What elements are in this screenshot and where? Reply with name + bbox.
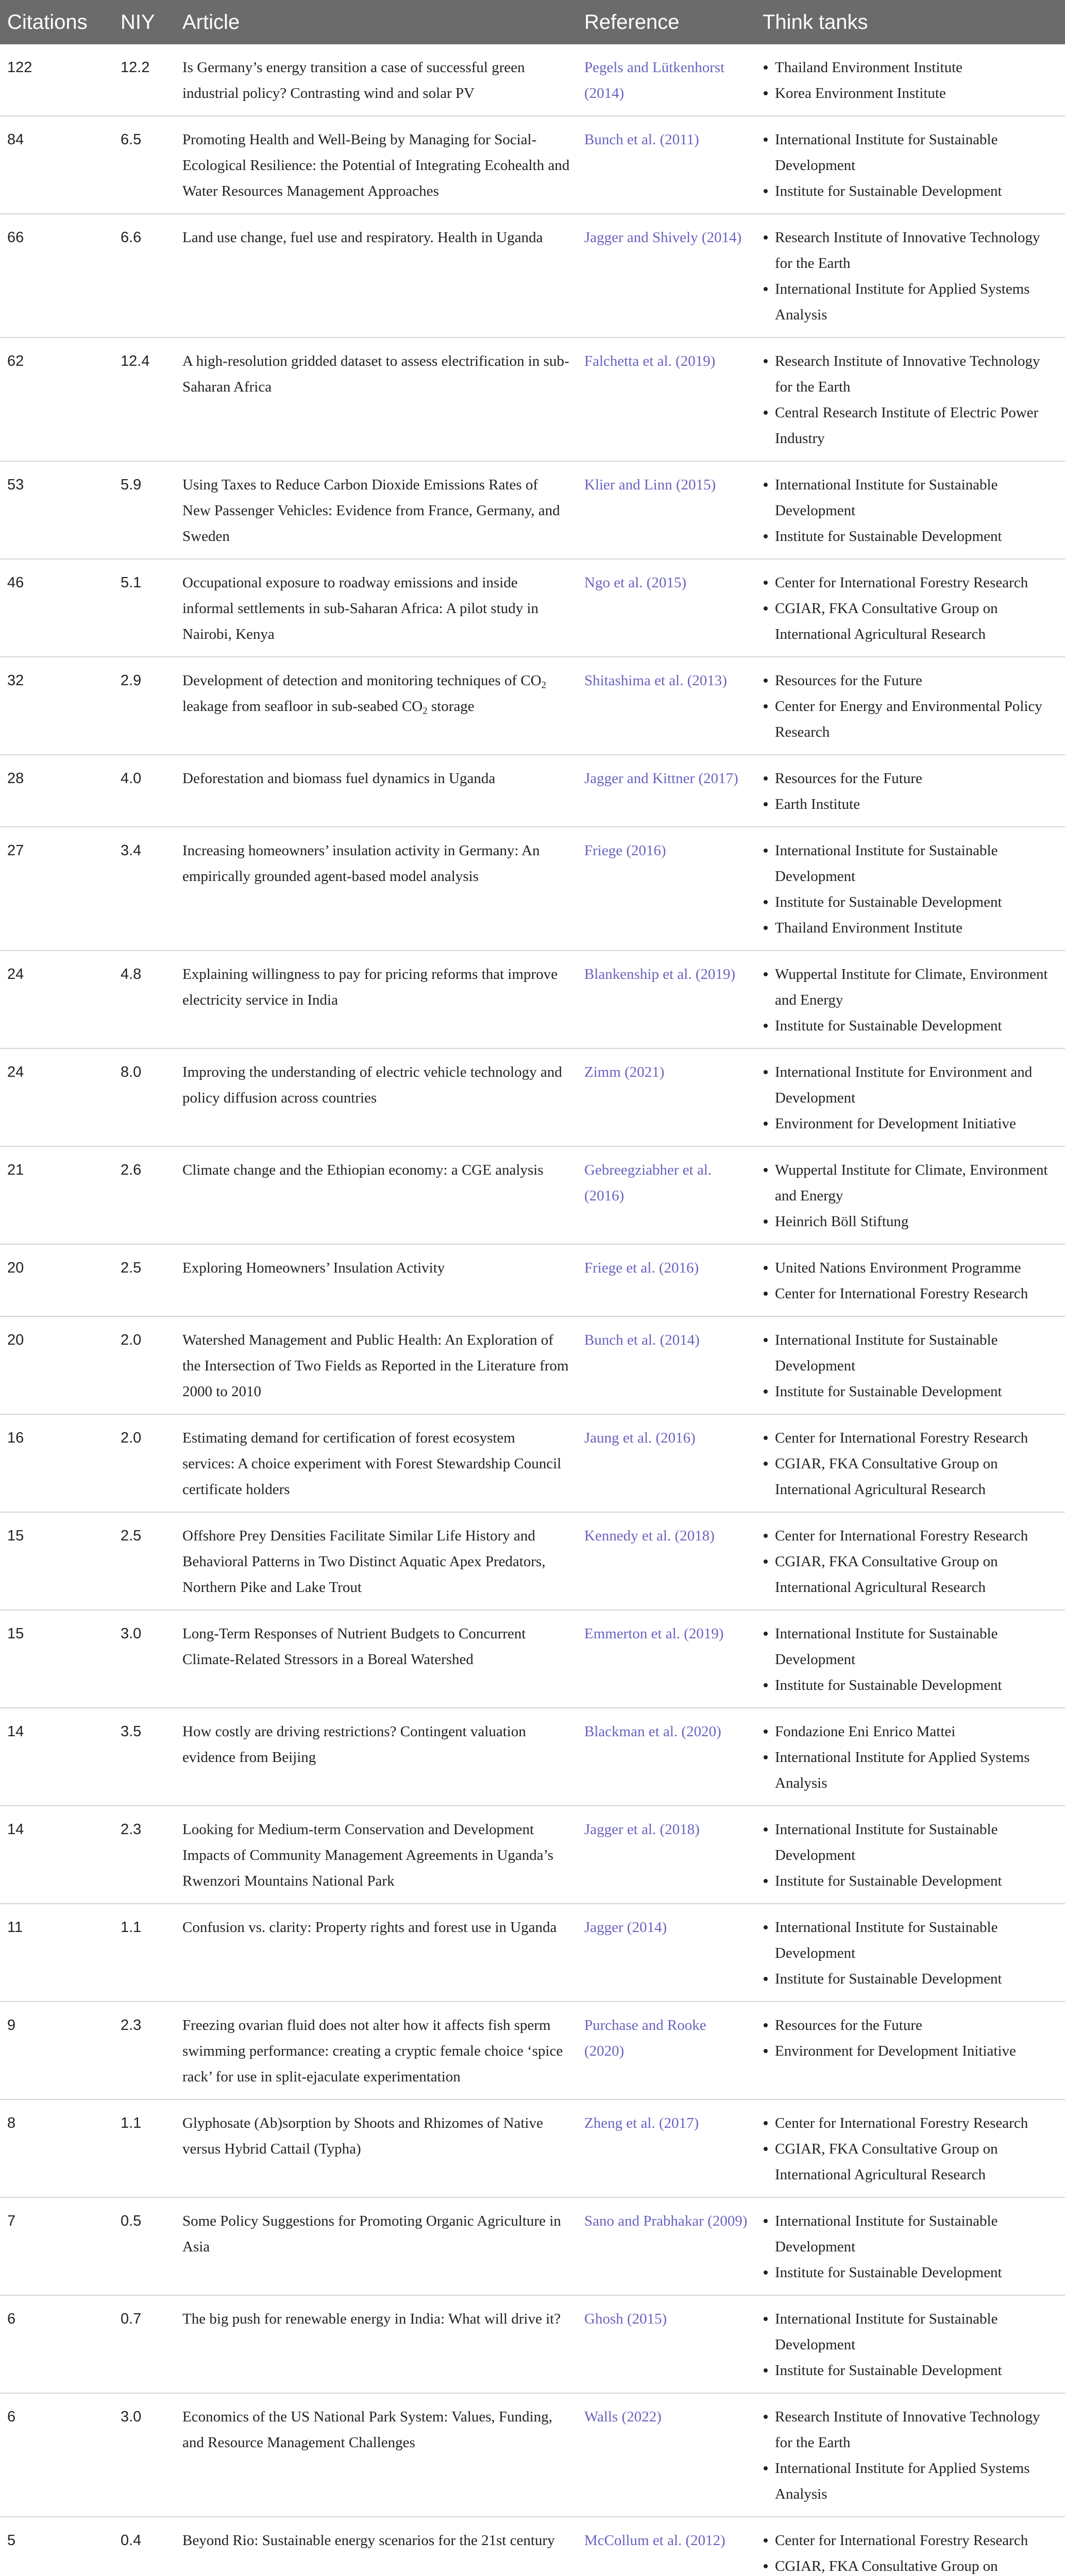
cell-niy: 0.4 xyxy=(121,2532,142,2549)
think-tank-list xyxy=(763,55,1058,106)
table-row xyxy=(0,1708,1065,1806)
cell-think-tanks xyxy=(755,1316,1065,1414)
cell-reference: Emmerton et al. (2019) xyxy=(584,1625,724,1642)
think-tank-list xyxy=(763,2110,1058,2188)
cell-reference: Friege et al. (2016) xyxy=(584,1260,699,1276)
header-reference: Reference xyxy=(577,0,755,44)
think-tank-item: Wuppertal Institute for Climate, Environment and Energy xyxy=(763,1157,1058,1209)
cell-citations: 6 xyxy=(7,2409,16,2425)
cell-think-tanks xyxy=(755,755,1065,827)
cell-article: Some Policy Suggestions for Promoting Organic Agriculture in Asia xyxy=(182,2213,561,2255)
table-row xyxy=(0,1806,1065,1904)
cell-citations: 14 xyxy=(7,1821,24,1838)
cell-reference: Purchase and Rooke (2020) xyxy=(584,2017,706,2059)
think-tank-item: International Institute for Sustainable Development xyxy=(763,2306,1058,2358)
cell-niy: 2.9 xyxy=(121,672,142,689)
cell-niy: 4.8 xyxy=(121,966,142,982)
cell-citations: 46 xyxy=(7,574,24,591)
table-row xyxy=(0,337,1065,461)
cell-citations: 20 xyxy=(7,1332,24,1348)
think-tank-item: International Institute for Sustainable Development xyxy=(763,472,1058,523)
think-tank-item: International Institute for Environment and Development xyxy=(763,1059,1058,1111)
cell-niy: 0.7 xyxy=(121,2311,142,2327)
cell-think-tanks xyxy=(755,44,1065,116)
think-tank-item: International Institute for Sustainable Development xyxy=(763,2208,1058,2260)
cell-think-tanks xyxy=(755,116,1065,214)
cell-reference: Walls (2022) xyxy=(584,2409,662,2425)
cell-article: Economics of the US National Park System: Values, Funding, and Resource Management Challenges xyxy=(182,2409,552,2451)
cell-citations: 66 xyxy=(7,229,24,246)
think-tank-item: Institute for Sustainable Development xyxy=(763,2260,1058,2285)
cell-think-tanks xyxy=(755,2099,1065,2197)
cell-think-tanks xyxy=(755,1414,1065,1512)
cell-think-tanks xyxy=(755,2393,1065,2517)
cell-article: How costly are driving restrictions? Contingent valuation evidence from Beijing xyxy=(182,1723,526,1766)
table-row xyxy=(0,1904,1065,2002)
think-tank-item: International Institute for Applied Systems Analysis xyxy=(763,2455,1058,2507)
table-row xyxy=(0,2295,1065,2393)
think-tank-item: Center for Energy and Environmental Policy Research xyxy=(763,693,1058,745)
table-row xyxy=(0,755,1065,827)
think-tank-list xyxy=(763,766,1058,817)
cell-reference: Klier and Linn (2015) xyxy=(584,477,716,493)
cell-citations: 24 xyxy=(7,966,24,982)
cell-reference: Gebreegziabher et al. (2016) xyxy=(584,1162,712,1204)
header-citations: Citations xyxy=(0,0,113,44)
cell-niy: 3.4 xyxy=(121,842,142,859)
think-tank-item: Institute for Sustainable Development xyxy=(763,1966,1058,1992)
cell-citations: 6 xyxy=(7,2311,16,2327)
think-tank-list xyxy=(763,2208,1058,2285)
cell-article: Glyphosate (Ab)sorption by Shoots and Rhizomes of Native versus Hybrid Cattail (Typha) xyxy=(182,2115,543,2157)
think-tank-item: Earth Institute xyxy=(763,791,1058,817)
cell-think-tanks xyxy=(755,559,1065,657)
table-row xyxy=(0,2393,1065,2517)
cell-think-tanks xyxy=(755,1146,1065,1244)
cell-think-tanks xyxy=(755,1048,1065,1146)
think-tank-item: Institute for Sustainable Development xyxy=(763,2358,1058,2383)
cell-citations: 11 xyxy=(7,1919,23,1936)
think-tank-list xyxy=(763,2528,1058,2576)
think-tank-item: Research Institute of Innovative Technology for the Earth xyxy=(763,225,1058,276)
cell-article: The big push for renewable energy in India: What will drive it? xyxy=(182,2311,561,2327)
think-tank-item: International Institute for Sustainable Development xyxy=(763,127,1058,178)
think-tank-item: Environment for Development Initiative xyxy=(763,1111,1058,1137)
think-tank-item: Center for International Forestry Research xyxy=(763,1523,1058,1549)
cell-article: Increasing homeowners’ insulation activity in Germany: An empirically grounded agent-based model analysis xyxy=(182,842,540,885)
think-tank-item: Research Institute of Innovative Technology for the Earth xyxy=(763,2404,1058,2455)
cell-article: Using Taxes to Reduce Carbon Dioxide Emissions Rates of New Passenger Vehicles: Evidence from France, Germany, and Sweden xyxy=(182,477,560,545)
table-row xyxy=(0,559,1065,657)
cell-article: Climate change and the Ethiopian economy: a CGE analysis xyxy=(182,1162,544,1178)
cell-niy: 2.3 xyxy=(121,2017,142,2033)
think-tank-item: Institute for Sustainable Development xyxy=(763,178,1058,204)
table-row xyxy=(0,1146,1065,1244)
cell-niy: 1.1 xyxy=(121,1919,142,1936)
think-tank-list xyxy=(763,1719,1058,1796)
cell-citations: 84 xyxy=(7,131,24,148)
cell-reference: Shitashima et al. (2013) xyxy=(584,672,728,689)
cell-article: Estimating demand for certification of forest ecosystem services: A choice experiment with Forest Stewardship Council certificate holders xyxy=(182,1430,562,1498)
think-tank-list xyxy=(763,472,1058,549)
table-row xyxy=(0,44,1065,116)
cell-think-tanks xyxy=(755,951,1065,1048)
cell-niy: 6.5 xyxy=(121,131,142,148)
cell-reference: Zimm (2021) xyxy=(584,1064,665,1080)
think-tank-item: Environment for Development Initiative xyxy=(763,2038,1058,2064)
cell-reference: Blankenship et al. (2019) xyxy=(584,966,736,982)
table-row xyxy=(0,2002,1065,2099)
cell-article: Promoting Health and Well-Being by Managing for Social-Ecological Resilience: the Potential of Integrating Ecohealth and Water Resources Management Approaches xyxy=(182,131,570,199)
cell-article: Looking for Medium-term Conservation and Development Impacts of Community Management Agreements in Uganda’s Rwenzori Mountains National Park xyxy=(182,1821,554,1889)
think-tank-list xyxy=(763,1157,1058,1234)
article-text-part: storage xyxy=(427,698,475,715)
cell-citations: 24 xyxy=(7,1064,24,1080)
think-tank-item: Center for International Forestry Research xyxy=(763,1425,1058,1451)
header-niy: NIY xyxy=(113,0,175,44)
header-think-tanks: Think tanks xyxy=(755,0,1065,44)
think-tank-item: International Institute for Sustainable Development xyxy=(763,838,1058,889)
cell-think-tanks xyxy=(755,1610,1065,1708)
table-row xyxy=(0,1048,1065,1146)
cell-reference: Jagger and Shively (2014) xyxy=(584,229,742,246)
think-tank-item: International Institute for Applied Systems Analysis xyxy=(763,1744,1058,1796)
cell-article: Land use change, fuel use and respiratory. Health in Uganda xyxy=(182,229,543,246)
think-tank-item: Resources for the Future xyxy=(763,2012,1058,2038)
table-row xyxy=(0,2099,1065,2197)
table-row xyxy=(0,461,1065,559)
header-article: Article xyxy=(175,0,577,44)
cell-reference: Jaung et al. (2016) xyxy=(584,1430,696,1446)
cell-think-tanks xyxy=(755,827,1065,951)
think-tank-item: Thailand Environment Institute xyxy=(763,55,1058,80)
cell-niy: 4.0 xyxy=(121,770,142,787)
think-tank-item: Wuppertal Institute for Climate, Environment and Energy xyxy=(763,961,1058,1013)
cell-citations: 9 xyxy=(7,2017,16,2033)
think-tank-item: International Institute for Sustainable Development xyxy=(763,1914,1058,1966)
think-tank-item: International Institute for Sustainable Development xyxy=(763,1817,1058,1868)
cell-niy: 3.0 xyxy=(121,2409,142,2425)
think-tank-item: Korea Environment Institute xyxy=(763,80,1058,106)
think-tank-list xyxy=(763,2404,1058,2507)
cell-niy: 5.1 xyxy=(121,574,142,591)
cell-citations: 8 xyxy=(7,2115,16,2131)
cell-think-tanks xyxy=(755,1708,1065,1806)
cell-niy: 12.2 xyxy=(121,59,150,76)
table-body xyxy=(0,44,1065,2576)
cell-article: Deforestation and biomass fuel dynamics in Uganda xyxy=(182,770,496,787)
cell-reference: Falchetta et al. (2019) xyxy=(584,353,716,369)
cell-citations: 62 xyxy=(7,353,24,369)
think-tank-item: Institute for Sustainable Development xyxy=(763,1672,1058,1698)
article-subscript: 2 xyxy=(541,680,547,691)
table-row xyxy=(0,1610,1065,1708)
header-row xyxy=(0,0,1065,44)
cell-citations: 5 xyxy=(7,2532,16,2549)
table-row xyxy=(0,214,1065,337)
cell-article: Long-Term Responses of Nutrient Budgets to Concurrent Climate-Related Stressors in a Boreal Watershed xyxy=(182,1625,526,1668)
cell-article: Exploring Homeowners’ Insulation Activity xyxy=(182,1260,445,1276)
cell-niy: 8.0 xyxy=(121,1064,142,1080)
cell-article: Offshore Prey Densities Facilitate Similar Life History and Behavioral Patterns in Two Distinct Aquatic Apex Predators, Northern Pike and Lake Trout xyxy=(182,1528,546,1596)
cell-citations: 7 xyxy=(7,2213,16,2229)
think-tank-list xyxy=(763,961,1058,1039)
cell-reference: Bunch et al. (2014) xyxy=(584,1332,700,1348)
cell-article: Improving the understanding of electric vehicle technology and policy diffusion across countries xyxy=(182,1064,562,1106)
cell-article xyxy=(175,657,577,755)
table-row xyxy=(0,2197,1065,2295)
cell-citations: 32 xyxy=(7,672,24,689)
think-tank-item: International Institute for Sustainable Development xyxy=(763,1621,1058,1672)
think-tank-list xyxy=(763,225,1058,328)
cell-citations: 15 xyxy=(7,1625,24,1642)
think-tank-item: International Institute for Applied Systems Analysis xyxy=(763,276,1058,328)
cell-article: Freezing ovarian fluid does not alter how it affects fish sperm swimming performance: creating a cryptic female choice ‘spice rack’ for use in split-ejaculate experimentation xyxy=(182,2017,563,2085)
cell-think-tanks xyxy=(755,2002,1065,2099)
think-tank-item: CGIAR, FKA Consultative Group on International Agricultural Research xyxy=(763,1549,1058,1600)
cell-reference: Friege (2016) xyxy=(584,842,666,859)
cell-reference: Jagger and Kittner (2017) xyxy=(584,770,738,787)
cell-citations: 27 xyxy=(7,842,24,859)
article-text-part: Development of detection and monitoring techniques of CO xyxy=(182,672,542,689)
cell-niy: 2.0 xyxy=(121,1430,142,1446)
cell-reference: Kennedy et al. (2018) xyxy=(584,1528,715,1544)
cell-article: Watershed Management and Public Health: An Exploration of the Intersection of Two Fields as Reported in the Literature from 2000 to 2010 xyxy=(182,1332,569,1400)
think-tank-item: Center for International Forestry Research xyxy=(763,1281,1058,1307)
cell-reference: Blackman et al. (2020) xyxy=(584,1723,721,1740)
think-tank-item: United Nations Environment Programme xyxy=(763,1255,1058,1281)
cell-think-tanks xyxy=(755,337,1065,461)
think-tank-item: Thailand Environment Institute xyxy=(763,915,1058,941)
cell-niy: 1.1 xyxy=(121,2115,142,2131)
think-tank-item: Central Research Institute of Electric Power Industry xyxy=(763,400,1058,451)
think-tank-list xyxy=(763,2306,1058,2383)
think-tank-list xyxy=(763,1059,1058,1137)
cell-niy: 2.0 xyxy=(121,1332,142,1348)
cell-citations: 14 xyxy=(7,1723,24,1740)
cell-article: Explaining willingness to pay for pricing reforms that improve electricity service in India xyxy=(182,966,558,1008)
cell-article: Occupational exposure to roadway emissions and inside informal settlements in sub-Saharan Africa: A pilot study in Nairobi, Kenya xyxy=(182,574,539,642)
cell-article: Confusion vs. clarity: Property rights and forest use in Uganda xyxy=(182,1919,557,1936)
cell-reference: Sano and Prabhakar (2009) xyxy=(584,2213,748,2229)
think-tank-list xyxy=(763,2012,1058,2064)
cell-niy: 0.5 xyxy=(121,2213,142,2229)
cell-niy: 6.6 xyxy=(121,229,142,246)
cell-citations: 53 xyxy=(7,477,24,493)
cell-reference: Zheng et al. (2017) xyxy=(584,2115,699,2131)
cell-reference: Ngo et al. (2015) xyxy=(584,574,687,591)
cell-reference: Jagger (2014) xyxy=(584,1919,667,1936)
think-tank-list xyxy=(763,1425,1058,1502)
cell-citations: 21 xyxy=(7,1162,24,1178)
cell-niy: 12.4 xyxy=(121,353,150,369)
cell-citations: 20 xyxy=(7,1260,24,1276)
cell-think-tanks xyxy=(755,2197,1065,2295)
think-tank-list xyxy=(763,668,1058,745)
think-tank-list xyxy=(763,1621,1058,1698)
cell-think-tanks xyxy=(755,1904,1065,2002)
table-row xyxy=(0,827,1065,951)
cell-niy: 2.5 xyxy=(121,1260,142,1276)
cell-niy: 5.9 xyxy=(121,477,142,493)
table-header xyxy=(0,0,1065,44)
think-tank-list xyxy=(763,1817,1058,1894)
think-tank-item: International Institute for Sustainable Development xyxy=(763,1327,1058,1379)
think-tank-item: CGIAR, FKA Consultative Group on International Agricultural Research xyxy=(763,2136,1058,2188)
think-tank-list xyxy=(763,348,1058,451)
think-tank-item: Center for International Forestry Research xyxy=(763,2528,1058,2553)
cell-think-tanks xyxy=(755,2517,1065,2576)
table-row xyxy=(0,657,1065,755)
cell-reference: Pegels and Lütkenhorst (2014) xyxy=(584,59,725,101)
think-tank-item: Resources for the Future xyxy=(763,668,1058,693)
table-row xyxy=(0,951,1065,1048)
think-tank-item: Research Institute of Innovative Technology for the Earth xyxy=(763,348,1058,400)
cell-niy: 2.6 xyxy=(121,1162,142,1178)
cell-article: Is Germany’s energy transition a case of successful green industrial policy? Contrasting wind and solar PV xyxy=(182,59,525,101)
think-tank-item: Resources for the Future xyxy=(763,766,1058,791)
cell-citations: 16 xyxy=(7,1430,24,1446)
cell-think-tanks xyxy=(755,214,1065,337)
article-text-part: leakage from seafloor in sub-seabed CO xyxy=(182,698,423,715)
cell-think-tanks xyxy=(755,2295,1065,2393)
think-tank-item: Fondazione Eni Enrico Mattei xyxy=(763,1719,1058,1744)
think-tank-item: CGIAR, FKA Consultative Group on International Agricultural Research xyxy=(763,596,1058,647)
think-tank-list xyxy=(763,570,1058,647)
think-tank-item: Center for International Forestry Research xyxy=(763,2110,1058,2136)
cell-citations: 28 xyxy=(7,770,24,787)
cell-think-tanks xyxy=(755,1806,1065,1904)
table-row xyxy=(0,1414,1065,1512)
cell-think-tanks xyxy=(755,1512,1065,1610)
cell-article: A high-resolution gridded dataset to assess electrification in sub-Saharan Africa xyxy=(182,353,569,395)
think-tank-item: Heinrich Böll Stiftung xyxy=(763,1209,1058,1234)
table-row xyxy=(0,1316,1065,1414)
think-tank-item: Institute for Sustainable Development xyxy=(763,889,1058,915)
table-row xyxy=(0,1512,1065,1610)
article-subscript: 2 xyxy=(422,705,428,717)
cell-niy: 2.5 xyxy=(121,1528,142,1544)
cell-reference: Bunch et al. (2011) xyxy=(584,131,699,148)
cell-reference: Ghosh (2015) xyxy=(584,2311,667,2327)
cell-reference: Jagger et al. (2018) xyxy=(584,1821,700,1838)
think-tank-list xyxy=(763,1255,1058,1307)
table-row xyxy=(0,2517,1065,2576)
table-row xyxy=(0,1244,1065,1316)
cell-niy: 3.5 xyxy=(121,1723,142,1740)
think-tank-item: Institute for Sustainable Development xyxy=(763,1379,1058,1404)
table-row xyxy=(0,116,1065,214)
cell-citations: 122 xyxy=(7,59,32,76)
think-tank-list xyxy=(763,1523,1058,1600)
cell-citations: 15 xyxy=(7,1528,24,1544)
think-tank-item: Institute for Sustainable Development xyxy=(763,1013,1058,1039)
cell-niy: 2.3 xyxy=(121,1821,142,1838)
cell-think-tanks xyxy=(755,461,1065,559)
cell-think-tanks xyxy=(755,1244,1065,1316)
cell-niy: 3.0 xyxy=(121,1625,142,1642)
think-tank-item: CGIAR, FKA Consultative Group on International Agricultural Research xyxy=(763,1451,1058,1502)
think-tank-list xyxy=(763,1914,1058,1992)
cell-reference: McCollum et al. (2012) xyxy=(584,2532,725,2549)
think-tank-list xyxy=(763,127,1058,204)
think-tank-item: Institute for Sustainable Development xyxy=(763,523,1058,549)
think-tank-item: Institute for Sustainable Development xyxy=(763,1868,1058,1894)
cell-think-tanks xyxy=(755,657,1065,755)
think-tank-list xyxy=(763,1327,1058,1404)
think-tank-list xyxy=(763,838,1058,941)
cell-article: Beyond Rio: Sustainable energy scenarios for the 21st century xyxy=(182,2532,555,2549)
think-tank-item: CGIAR, FKA Consultative Group on xyxy=(763,2553,1058,2576)
think-tank-item: Center for International Forestry Research xyxy=(763,570,1058,596)
